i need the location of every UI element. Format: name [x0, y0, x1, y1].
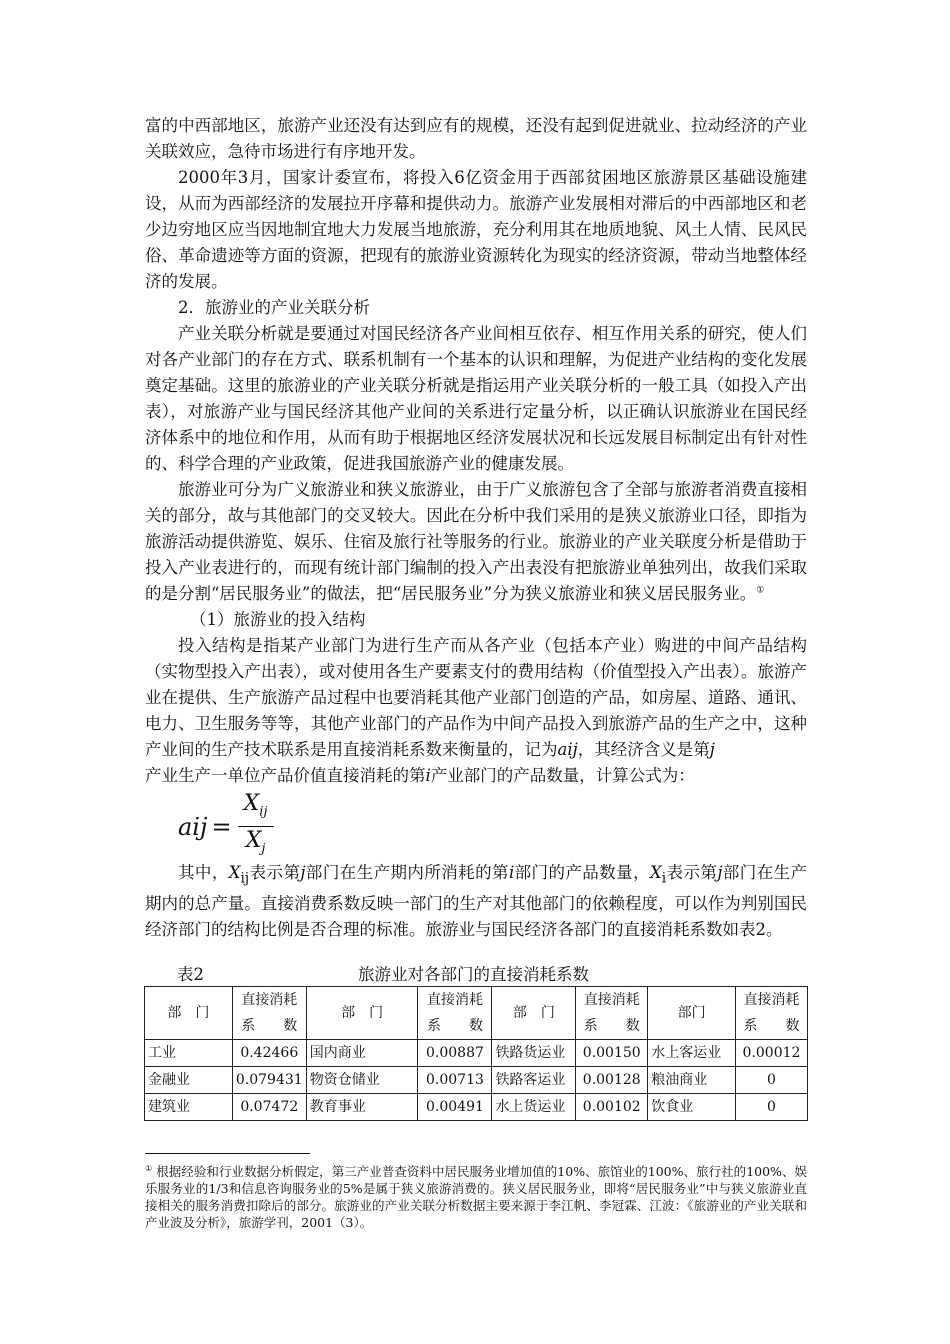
table-cell-coef: 0.00713: [418, 1067, 492, 1094]
paragraph-investment: 2000年3月，国家计委宣布，将投入6亿资金用于西部贫困地区旅游景区基础设施建设，从而为西部经济的发展拉开序幕和提供动力。旅游产业发展相对滞后的中西部地区和老少边穷地区应当因地制宜地大力发展当地旅游，充分利用其在地质地貌、风土人情、民风民俗、革命遗迹等方面的资源，把现有的旅游业资源转化为现实的经济资源，带动当地整体经济的发展。: [145, 168, 807, 291]
header-coef-line1: 直接消耗: [426, 992, 483, 1008]
header-coef-line2: 系 数: [583, 1018, 640, 1034]
math-variable: X: [649, 863, 662, 882]
text-span: 表示第: [666, 863, 718, 882]
footnote-reference: ①: [756, 585, 765, 596]
table-cell-coef: 0.07472: [232, 1094, 306, 1121]
table-cell-coef: 0.00012: [735, 1040, 807, 1067]
body-text: [145, 113, 807, 789]
table-cell-dept: 水上货运业: [492, 1094, 576, 1121]
subsection-heading-input-structure: （1）旅游业的投入结构: [190, 610, 366, 629]
table-cell-dept: 教育事业: [306, 1094, 418, 1121]
table-cell-coef: 0.079431: [232, 1067, 306, 1094]
table-cell-coef: 0.00102: [576, 1094, 648, 1121]
direct-consumption-table: [144, 986, 808, 1121]
table-cell-coef: 0.00491: [418, 1094, 492, 1121]
table-cell-dept: 物资仓储业: [306, 1067, 418, 1094]
table-title: 旅游业对各部门的直接消耗系数: [358, 965, 589, 984]
table-cell-coef: 0.00128: [576, 1067, 648, 1094]
paragraph-tourism-definition-text: 旅游业可分为广义旅游业和狭义旅游业，由于广义旅游包含了全部与旅游者消费直接相关的部分，故与其他部门的交叉较大。因此在分析中我们采用的是狭义旅游业口径，即指为旅游活动提供游览、娱乐、住宿及旅行社等服务的行业。旅游业的产业关联度分析是借助于投入产业表进行的，而现有统计部门编制的投入产出表没有把旅游业单独列出，故我们采取的是分割“居民服务业”的做法，把“居民服务业”分为狭义旅游业和狭义居民服务业。: [145, 480, 807, 603]
header-dept: 部 门: [492, 987, 576, 1040]
footnote-separator: [145, 1153, 310, 1154]
paragraph-input-structure: [145, 633, 807, 789]
table-row: [145, 1094, 808, 1121]
paragraph-formula-explanation: [145, 860, 807, 943]
math-variable: j: [717, 863, 723, 882]
table-number: 表2: [177, 965, 204, 984]
header-coef-line2: 系 数: [426, 1018, 483, 1034]
table-cell-dept: 金融业: [145, 1067, 233, 1094]
header-coef-line2: 系 数: [241, 1018, 298, 1034]
math-variable: j: [300, 863, 306, 882]
math-variable: j: [709, 740, 715, 759]
table-cell-coef: 0.00150: [576, 1040, 648, 1067]
text-span: 产业生产一单位产品价值直接消耗的第: [145, 766, 426, 785]
body-text-after-formula: [145, 860, 807, 943]
table-row: [145, 1067, 808, 1094]
formula-numerator-var: X: [243, 791, 260, 816]
footnote: [145, 1160, 807, 1231]
paragraph-linkage-analysis: 产业关联分析就是要通过对国民经济各产业间相互依存、相互作用关系的研究，使人们对各产业部门的存在方式、联系机制有一个基本的认识和理解，为促进产业结构的变化发展奠定基础。这里的旅游业的产业关联分析就是指运用产业关联分析的一般工具（如投入产出表），对旅游产业与国民经济其他产业间的关系进行定量分析，以正确认识旅游业在国民经济体系中的地位和作用，从而有助于根据地区经济发展状况和长远发展目标制定出有针对性的、科学合理的产业政策，促进我国旅游产业的健康发展。: [145, 324, 807, 473]
formula-denominator-sub: j: [261, 841, 266, 857]
paragraph-continued: 富的中西部地区，旅游产业还没有达到应有的规模，还没有起到促进就业、拉动经济的产业关联效应，急待市场进行有序地开发。: [145, 116, 807, 161]
text-span: 表示第: [249, 863, 301, 882]
table-cell-dept: 铁路货运业: [492, 1040, 576, 1067]
formula-direct-consumption: [178, 790, 274, 864]
footnote-text: 根据经验和行业数据分析假定，第三产业普查资料中居民服务业增加值的10%、旅馆业的100%、旅行社的100%、娱乐服务业的1/3和信息咨询服务业的5%是属于狭义旅游消费的。狭义居民服务业，即将“居民服务业”中与狭义旅游业直接相关的服务消费扣除后的部分。旅游业的产业关联分析数据主要来源于李江帆、李冠霖、江波：《旅游业的产业关联和产业波及分析》，旅游学刊，2001（3）。: [145, 1164, 808, 1231]
header-coef: [735, 987, 807, 1040]
table-cell-dept: 粮油商业: [648, 1067, 736, 1094]
table-row: [145, 1040, 808, 1067]
formula-lhs: aij: [178, 812, 208, 841]
header-coef-line2: 系 数: [743, 1018, 800, 1034]
math-variable: i: [508, 863, 515, 882]
table-cell-coef: 0: [735, 1067, 807, 1094]
text-span: 部门的产品数量，: [514, 863, 650, 882]
table-cell-dept: 饮食业: [648, 1094, 736, 1121]
header-coef: [418, 987, 492, 1040]
math-variable: X: [228, 863, 241, 882]
text-span: ，其经济含义是第: [577, 740, 710, 759]
table-cell-dept: 工业: [145, 1040, 233, 1067]
table-cell-dept: 建筑业: [145, 1094, 233, 1121]
text-span: 部门在生产期内所消耗的第: [305, 863, 509, 882]
formula-fraction: [238, 790, 274, 864]
table-cell-coef: 0: [735, 1094, 807, 1121]
math-variable: i: [425, 766, 431, 785]
table-cell-coef: 0.42466: [232, 1040, 306, 1067]
math-variable: aij: [557, 740, 578, 759]
formula-denominator: [244, 827, 268, 863]
text-span: 部门在生产期内的总产量。直接消费系数反映一部门的生产对其他部门的依赖程度，可以作为判别国民经济部门的结构比例是否合理的标准。旅游业与国民经济各部门的直接消耗系数如表2。: [145, 863, 808, 940]
math-subscript: ij: [240, 870, 250, 887]
table-caption: [145, 962, 807, 986]
header-coef-line1: 直接消耗: [583, 992, 640, 1008]
formula-equals: =: [211, 812, 232, 841]
table-cell-coef: 0.00887: [418, 1040, 492, 1067]
header-dept: 部 门: [306, 987, 418, 1040]
header-coef-line1: 直接消耗: [241, 992, 298, 1008]
section-heading-industry-linkage: 2．旅游业的产业关联分析: [178, 298, 370, 317]
math-subscript: i: [661, 870, 667, 887]
header-coef: [576, 987, 648, 1040]
formula-numerator: [242, 790, 270, 826]
text-span: 其中，: [178, 863, 229, 882]
paragraph-tourism-definition: [145, 477, 807, 607]
formula-numerator-sub: ij: [259, 804, 268, 820]
header-dept: 部 门: [145, 987, 233, 1040]
header-dept: 部门: [648, 987, 736, 1040]
table-cell-dept: 国内商业: [306, 1040, 418, 1067]
table-cell-dept: 铁路客运业: [492, 1067, 576, 1094]
table-cell-dept: 水上客运业: [648, 1040, 736, 1067]
footnote-mark: ①: [145, 1164, 153, 1173]
formula-denominator-var: X: [245, 828, 262, 854]
table-header-row: [145, 987, 808, 1040]
header-coef: [232, 987, 306, 1040]
header-coef-line1: 直接消耗: [743, 992, 800, 1008]
text-span: 投入结构是指某产业部门为进行生产而从各产业（包括本产业）购进的中间产品结构（实物型投入产出表），或对使用各生产要素支付的费用结构（价值型投入产出表）。旅游产业在提供、生产旅游产品过程中也要消耗其他产业部门创造的产品，如房屋、道路、通讯、电力、卫生服务等等，其他产业部门的产品作为中间产品投入到旅游产品的生产之中，这种产业间的生产技术联系是用直接消耗系数来衡量的，记为: [145, 636, 807, 759]
text-span: 产业部门的产品数量，计算公式为：: [430, 766, 695, 785]
